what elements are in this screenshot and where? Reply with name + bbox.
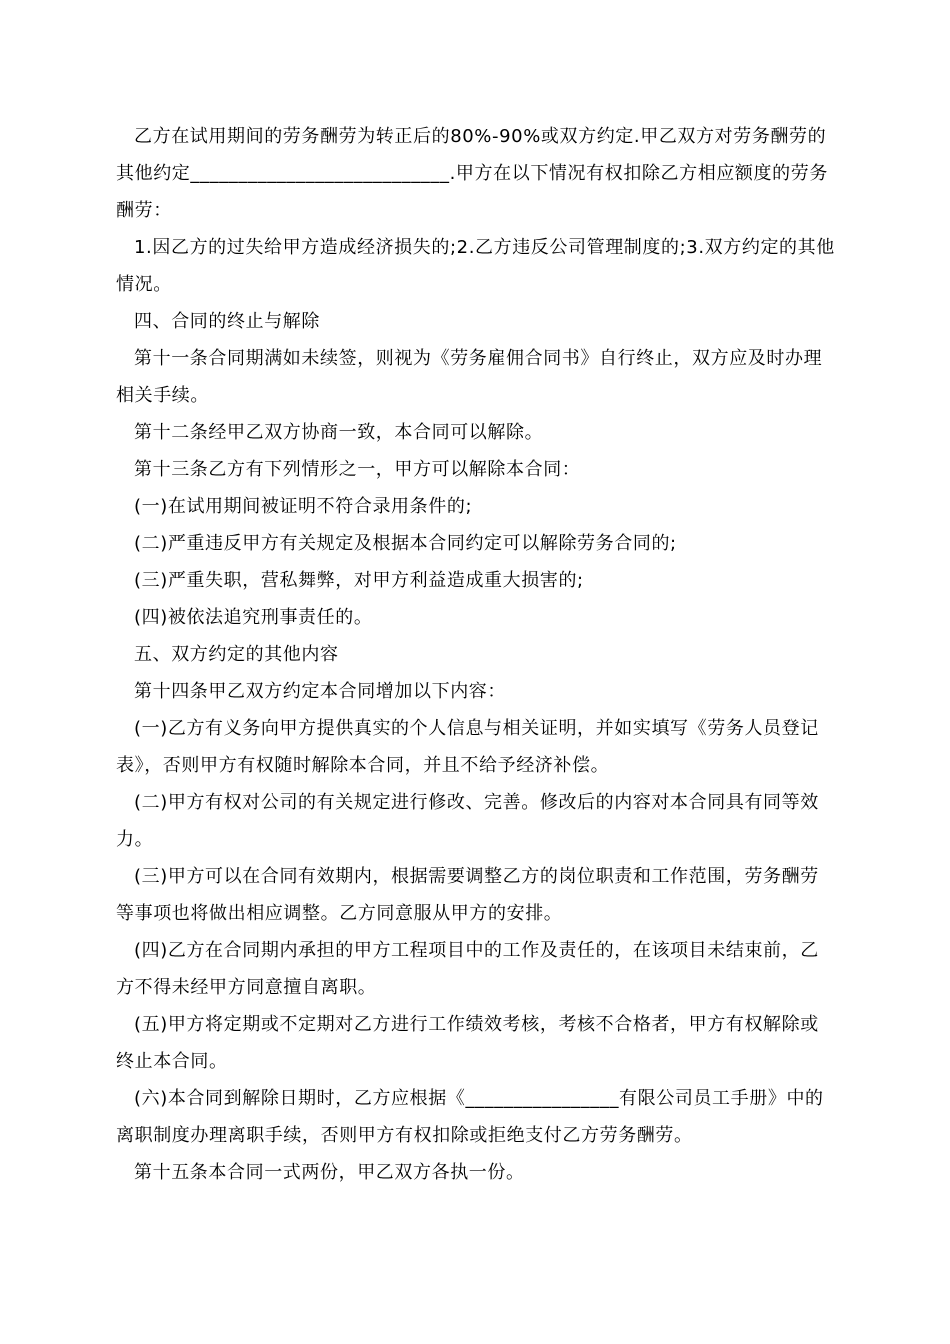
document-body	[116, 118, 836, 1191]
paragraph-article-11: 第十一条合同期满如未续签，则视为《劳务雇佣合同书》自行终止，双方应及时办理相关手续。	[116, 348, 823, 406]
list-item-13-2: (二)严重违反甲方有关规定及根据本合同约定可以解除劳务合同的;	[134, 533, 677, 554]
paragraph-article-15: 第十五条本合同一式两份，甲乙双方各执一份。	[134, 1162, 525, 1183]
list-item-14-4: (四)乙方在合同期内承担的甲方工程项目中的工作及责任的，在该项目未结束前，乙方不得未经甲方同意擅自离职。	[116, 940, 819, 998]
list-item-14-3: (三)甲方可以在合同有效期内，根据需要调整乙方的岗位职责和工作范围，劳务酬劳等事项也将做出相应调整。乙方同意服从甲方的安排。	[116, 866, 819, 924]
list-item-14-6: (六)本合同到解除日期时，乙方应根据《________________有限公司员工手册》中的离职制度办理离职手续，否则甲方有权扣除或拒绝支付乙方劳务酬劳。	[116, 1088, 824, 1146]
section-heading-termination: 四、合同的终止与解除	[134, 311, 320, 332]
list-item-13-4: (四)被依法追究刑事责任的。	[134, 607, 373, 628]
paragraph-article-12: 第十二条经甲乙双方协商一致，本合同可以解除。	[134, 422, 544, 443]
list-item-13-3: (三)严重失职，营私舞弊，对甲方利益造成重大损害的;	[134, 570, 584, 591]
list-item-13-1: (一)在试用期间被证明不符合录用条件的;	[134, 496, 473, 517]
list-item-14-5: (五)甲方将定期或不定期对乙方进行工作绩效考核，考核不合格者，甲方有权解除或终止本合同。	[116, 1014, 819, 1072]
section-heading-other-terms: 五、双方约定的其他内容	[134, 644, 339, 665]
paragraph-deduction-cases: 1.因乙方的过失给甲方造成经济损失的;2.乙方违反公司管理制度的;3.双方约定的其他情况。	[116, 237, 835, 295]
paragraph-article-14: 第十四条甲乙双方约定本合同增加以下内容：	[134, 681, 506, 702]
list-item-14-2: (二)甲方有权对公司的有关规定进行修改、完善。修改后的内容对本合同具有同等效力。	[116, 792, 819, 850]
list-item-14-1: (一)乙方有义务向甲方提供真实的个人信息与相关证明，并如实填写《劳务人员登记表》，否则甲方有权随时解除本合同，并且不给予经济补偿。	[116, 718, 819, 776]
paragraph-probation-pay: 乙方在试用期间的劳务酬劳为转正后的80%-90%或双方约定.甲乙双方对劳务酬劳的其他约定___________________________.甲方在以下情况有权扣除乙方相应额度的劳务酬劳：	[116, 126, 828, 221]
paragraph-article-13: 第十三条乙方有下列情形之一，甲方可以解除本合同：	[134, 459, 581, 480]
